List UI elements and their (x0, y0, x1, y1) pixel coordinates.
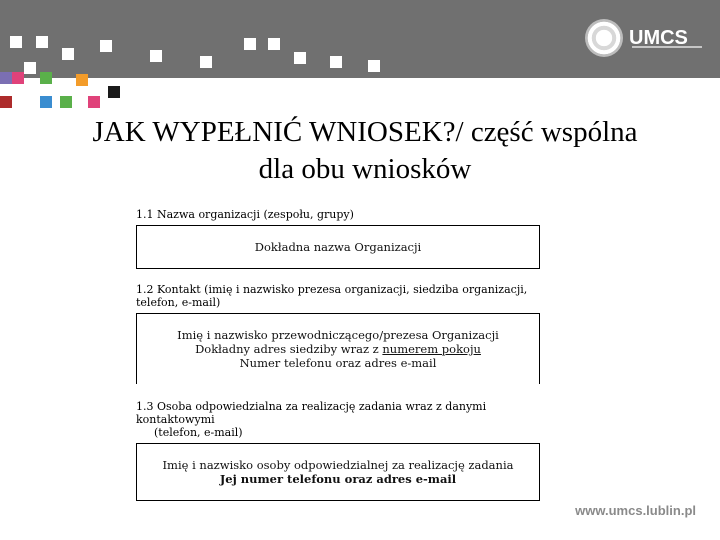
question-2-line-2-underlined: numerem pokoju (382, 342, 481, 356)
question-3-box (136, 443, 540, 501)
question-3-line-2: Jej numer telefonu oraz adres e-mail (219, 472, 457, 486)
mosaic-square (100, 40, 112, 52)
question-2-line-3: Numer telefonu oraz adres e-mail (239, 356, 437, 370)
mosaic-square (40, 72, 52, 84)
mosaic-square (88, 96, 100, 108)
question-3-label: 1.3 Osoba odpowiedzialna za realizację zadania wraz z danymi kontaktowymi (136, 400, 487, 426)
question-1-box (136, 225, 540, 269)
question-2-line-2 (195, 342, 481, 356)
mosaic-square (0, 96, 12, 108)
question-1-text: Dokładna nazwa Organizacji (254, 240, 422, 254)
logo-subtitle-line (632, 46, 702, 56)
footer-url[interactable]: www.umcs.lublin.pl (575, 503, 696, 518)
logo-text: UMCS (629, 27, 688, 49)
question-2-label: 1.2 Kontakt (imię i nazwisko prezesa organizacji, siedziba organizacji, telefon, e-mail) (136, 283, 528, 309)
slide-title (30, 114, 700, 188)
mosaic-square (60, 96, 72, 108)
mosaic-square (150, 50, 162, 62)
question-1-label: 1.1 Nazwa organizacji (zespołu, grupy) (136, 208, 354, 221)
question-2-line-2-text: Dokładny adres siedziby wraz z (195, 342, 383, 356)
mosaic-square (330, 56, 342, 68)
mosaic-square (108, 86, 120, 98)
question-2-box (136, 313, 540, 384)
question-3-label-2: (telefon, e-mail) (154, 426, 243, 439)
mosaic-square (40, 96, 52, 108)
mosaic-square (24, 62, 36, 74)
mosaic-square (0, 72, 12, 84)
form-excerpt (136, 208, 556, 501)
mosaic-square (368, 60, 380, 72)
mosaic-square (36, 36, 48, 48)
mosaic-square (244, 38, 256, 50)
question-2-line-1: Imię i nazwisko przewodniczącego/prezesa Organizacji (177, 328, 499, 342)
university-seal-icon (585, 19, 623, 57)
mosaic-square (10, 36, 22, 48)
title-line-1: JAK WYPEŁNIĆ WNIOSEK?/ część wspólna (92, 116, 638, 148)
mosaic-square (62, 48, 74, 60)
mosaic-square (200, 56, 212, 68)
mosaic-square (76, 74, 88, 86)
mosaic-square (294, 52, 306, 64)
mosaic-square (268, 38, 280, 50)
title-line-2: dla obu wniosków (258, 153, 472, 185)
question-3-line-1: Imię i nazwisko osoby odpowiedzialnej za realizację zadania (162, 458, 514, 472)
mosaic-square (12, 72, 24, 84)
